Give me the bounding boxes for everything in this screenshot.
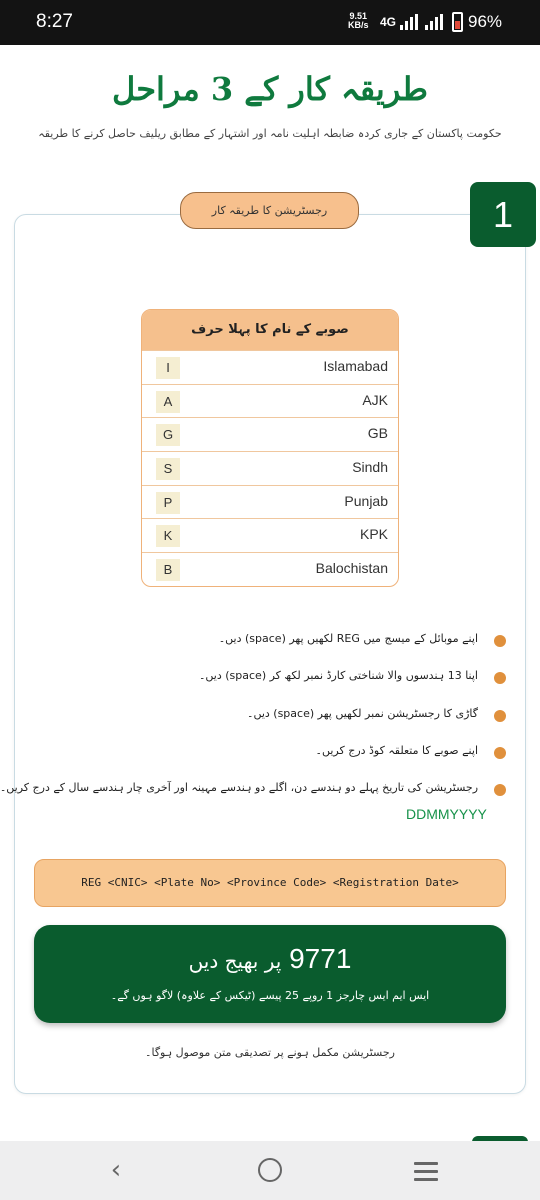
send-number-line bbox=[34, 943, 506, 975]
battery-percent: 96% bbox=[468, 12, 503, 31]
province-code: K bbox=[156, 525, 180, 547]
table-row bbox=[142, 552, 398, 586]
network-speed bbox=[348, 12, 369, 30]
bullet-icon bbox=[494, 784, 506, 796]
instruction-text: اپنے موبائل کے میسج میں REG لکھیں پھر (space) دیں۔ bbox=[218, 632, 478, 645]
table-row bbox=[142, 384, 398, 418]
date-format: DDMMYYYY bbox=[406, 806, 487, 822]
signal-icon-2 bbox=[425, 14, 443, 30]
province-name: GB bbox=[367, 425, 388, 442]
list-item bbox=[60, 705, 508, 725]
table-row bbox=[142, 518, 398, 552]
battery-icon bbox=[452, 12, 463, 32]
bullet-icon bbox=[494, 672, 506, 684]
sms-format-box: REG <CNIC> <Plate No> <Province Code> <Registration Date> bbox=[34, 859, 506, 907]
sms-number: 9771 bbox=[289, 943, 352, 974]
back-icon[interactable]: ‹ bbox=[110, 1155, 122, 1185]
page-subtitle: حکومت پاکستان کے جاری کردہ ضابطہ اہلیت نامہ اور اشتہار کے مطابق ریلیف حاصل کرنے کا طریقہ bbox=[38, 127, 502, 140]
bullet-icon bbox=[494, 747, 506, 759]
province-code: S bbox=[156, 458, 180, 480]
send-number-box bbox=[34, 925, 506, 1023]
table-row bbox=[142, 350, 398, 384]
table-row bbox=[142, 485, 398, 519]
instruction-text: اپنا 13 ہندسوں والا شناختی کارڈ نمبر لکھ کر (space) دیں۔ bbox=[198, 669, 478, 682]
send-instruction: پر بھیج دیں bbox=[188, 949, 282, 973]
network-speed-value: 9.51 bbox=[349, 11, 368, 21]
bullet-icon bbox=[494, 635, 506, 647]
sms-charges-note: ایس ایم ایس چارجز 1 روپے 25 پیسے (ٹیکس کے علاوہ) لاگو ہوں گے۔ bbox=[110, 989, 430, 1002]
province-name: Sindh bbox=[352, 459, 388, 476]
province-name: Islamabad bbox=[323, 358, 388, 374]
list-item bbox=[60, 667, 508, 687]
province-name: Balochistan bbox=[315, 560, 388, 577]
home-icon[interactable] bbox=[258, 1158, 282, 1182]
clock: 8:27 bbox=[36, 11, 73, 32]
status-bar bbox=[0, 0, 540, 45]
network-type: 4G bbox=[380, 15, 397, 29]
instruction-text: اپنے صوبے کا متعلقہ کوڈ درج کریں۔ bbox=[315, 744, 478, 757]
list-item bbox=[60, 742, 508, 762]
table-row bbox=[142, 417, 398, 451]
province-name: Punjab bbox=[344, 492, 388, 509]
confirmation-text: رجسٹریشن مکمل ہونے پر تصدیقی متن موصول ہوگا۔ bbox=[145, 1046, 395, 1059]
province-code: P bbox=[156, 492, 180, 514]
step-label: رجسٹریشن کا طریقہ کار bbox=[180, 192, 359, 229]
instruction-text: رجسٹریشن کی تاریخ پہلے دو ہندسے دن، اگلے دو ہندسے مہینہ اور آخری چار ہندسے سال کے درج کریں۔ bbox=[0, 781, 478, 794]
list-item bbox=[0, 779, 508, 799]
province-name: AJK bbox=[362, 391, 388, 408]
page-title: طریقہ کار کے 3 مراحل bbox=[112, 70, 428, 108]
province-code: B bbox=[156, 559, 180, 581]
province-code: I bbox=[156, 357, 180, 379]
network-speed-unit: KB/s bbox=[348, 20, 369, 30]
signal-icon bbox=[400, 14, 418, 30]
recents-icon[interactable] bbox=[414, 1162, 438, 1186]
province-code-table bbox=[141, 309, 399, 587]
province-code: A bbox=[156, 391, 180, 413]
province-name: KPK bbox=[359, 526, 388, 543]
step-number-badge: 1 bbox=[470, 182, 536, 247]
province-table-header: صوبے کے نام کا پہلا حرف bbox=[142, 310, 398, 350]
list-item bbox=[60, 630, 508, 650]
instruction-text: گاڑی کا رجسٹریشن نمبر لکھیں پھر (space) دیں۔ bbox=[247, 707, 478, 720]
system-nav-bar bbox=[0, 1141, 540, 1200]
bullet-icon bbox=[494, 710, 506, 722]
province-code: G bbox=[156, 424, 180, 446]
table-row bbox=[142, 451, 398, 485]
